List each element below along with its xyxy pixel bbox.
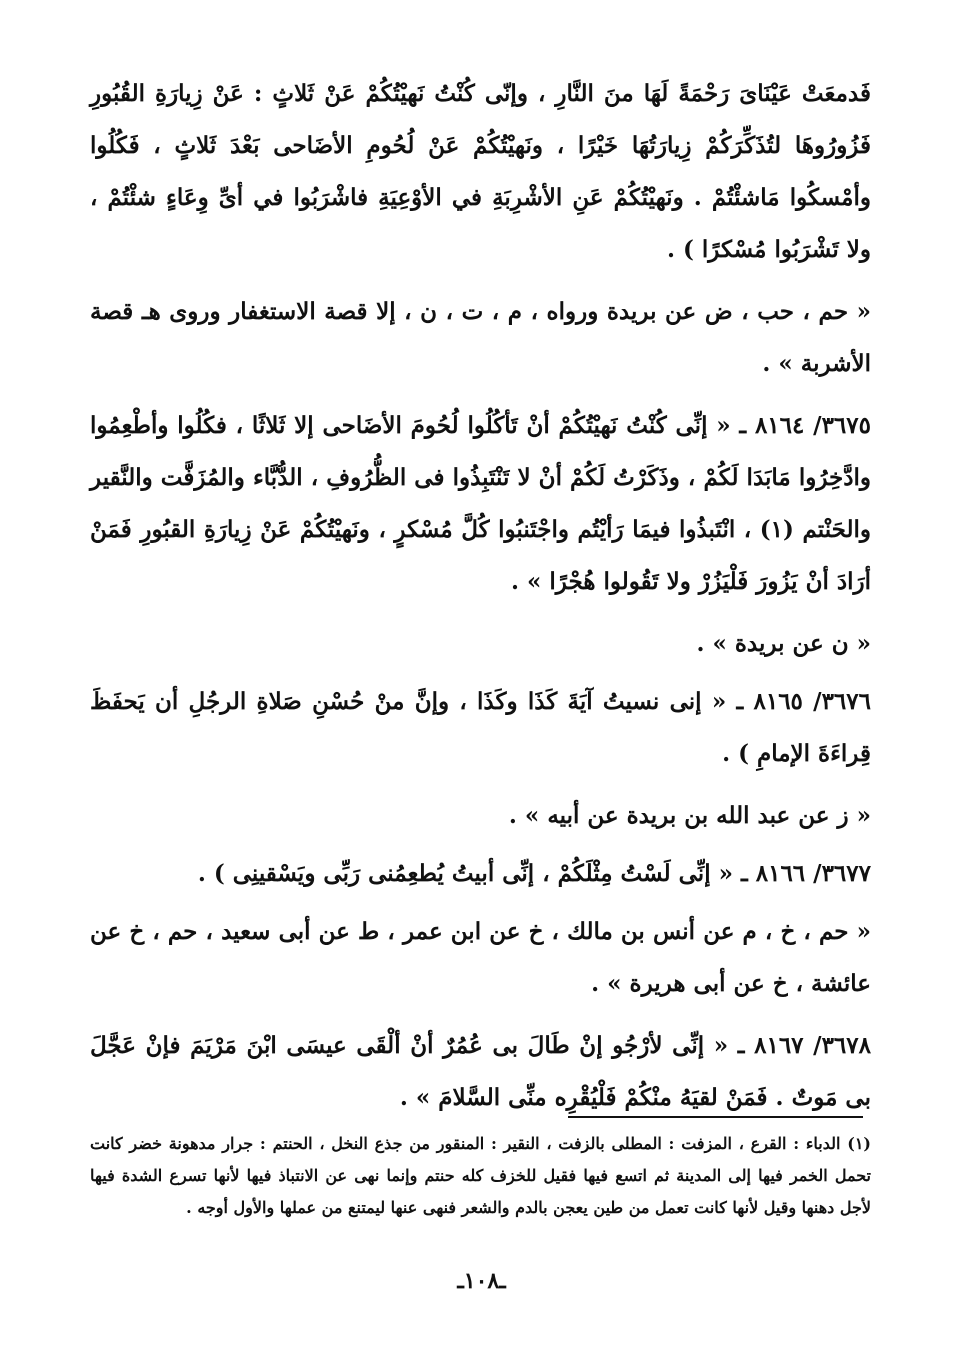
hadith-3676: ٣٦٧٦/ ٨١٦٥ ـ « إنى نسيتُ آيَةَ كَذَا وكَذَا ، وإنَّ منْ حُسْنِ صَلاةِ الرجُلِ أن يَحفَظَ قِراءَةَ الإمامِ ) . xyxy=(90,688,871,767)
page-number: ـ١٠٨ـ xyxy=(457,1268,506,1294)
hadith-reference: « حم ، حب ، ض عن بريدة ورواه ، م ، ت ، ن ، إلا قصة الاستغفار وروى هـ قصة الأشربة » . xyxy=(90,298,871,377)
hadith-reference: « ز عن عبد الله بن بريدة عن أبيه » . xyxy=(508,802,871,829)
hadith-reference: « ن عن بريدة » . xyxy=(696,630,871,657)
hadith-3677: ٣٦٧٧/ ٨١٦٦ ـ « إنِّى لَسْتُ مِثْلَكُمْ ، إنِّى أبيتُ يُطعِمُنى رَبِّى ويَسْقينِى ) . xyxy=(197,860,871,887)
hadith-3678: ٣٦٧٨/ ٨١٦٧ ـ « إنِّى لأرْجُو إنْ طَالَ بى عُمُرٌ أنْ ألْقَى عيسَى ابْنَ مَرْيَمَ فإنْ عَجَّلَ بى مَوتٌ . فَمَنْ لقيَهُ منْكُمْ فَلْيُقْرِه منِّى السَّلامَ » . xyxy=(90,1032,871,1111)
footnote-divider xyxy=(568,1116,863,1118)
hadith-reference: « حم ، خ ، م عن أنس بن مالك ، خ عن ابن عمر ، ط عن أبى سعيد ، حم ، خ عن عائشة ، خ عن أبى هريرة » . xyxy=(90,918,871,997)
hadith-3675: ٣٦٧٥/ ٨١٦٤ ـ « إنِّى كُنْتُ نَهيْتُكُمْ أنْ تَأكُلُوا لُحُومَ الأضَاحى إلا ثَلاثًا ، فكُلُوا وأطْعِمُوا وادَّخِرُوا مَابَدَا لَكُمْ ، وذَكَرْتُ لَكُمْ أنْ لا تَنْتَبِذُوا فى الظُّرُوفِ ، الدُّبَّاء والمُزَفَّت والنَّقير والحَنْتم (١) ، انْتَبذُوا فيمَا رَأيْتُم واجْتَنبُوا كُلَّ مُسْكرٍ ، ونَهيْتُكُمْ عَنْ زِيارَةِ القبُورِ فَمَنْ أرَادَ أنْ يَزُورَ فَلْيَزُرْ ولا تَقُولوا هُجْرًا » . xyxy=(90,412,871,595)
main-text-block xyxy=(90,68,871,1134)
hadith-continuation: فَدمعَتْ عَيْنَاىَ رَحْمَةً لَهَا منَ النَّارِ ، وإنّى كُنْتُ نَهيْتُكُمْ عَنْ ثَلاثٍ : عَنْ زِيارَةِ القُبُورِ فَزُورُوهَا لتُذَكِّرَكُمْ زِيارَتُهَا خَيْرًا ، ونَهيْتُكُمْ عَنْ لُحُومِ الأضَاحى بَعْدَ ثَلاثٍ ، فَكُلُوا وأمْسكُوا مَاشئْتُمْ . ونَهيْتُكُمْ عَنِ الأشْرِبَةِ في الأوْعِيَةِ فاشْرَبُوا في أىِّ وِعَاءٍ شئْتُمْ ، ولا تَشْرَبُوا مُسْكرًا ) . xyxy=(90,80,871,263)
footnote: (١) الدباء : القرع ، المزفت : المطلى بالزفت ، النقير : المنقور من جذع النخل ، الحنتم : جرار مدهونة خضر كانت تحمل الخمر فيها إلى المدينة ثم اتسع فيها فقيل للخزف كله حنتم وإنما نهى عن الانتباذ فيها لأنها تسرع الشدة فيها لأجل دهنها وقيل لأنها كانت تعمل من طين يعجن بالدم والشعر فنهى عنها ليمتنع من عملها والأول أوجه . xyxy=(90,1134,871,1217)
